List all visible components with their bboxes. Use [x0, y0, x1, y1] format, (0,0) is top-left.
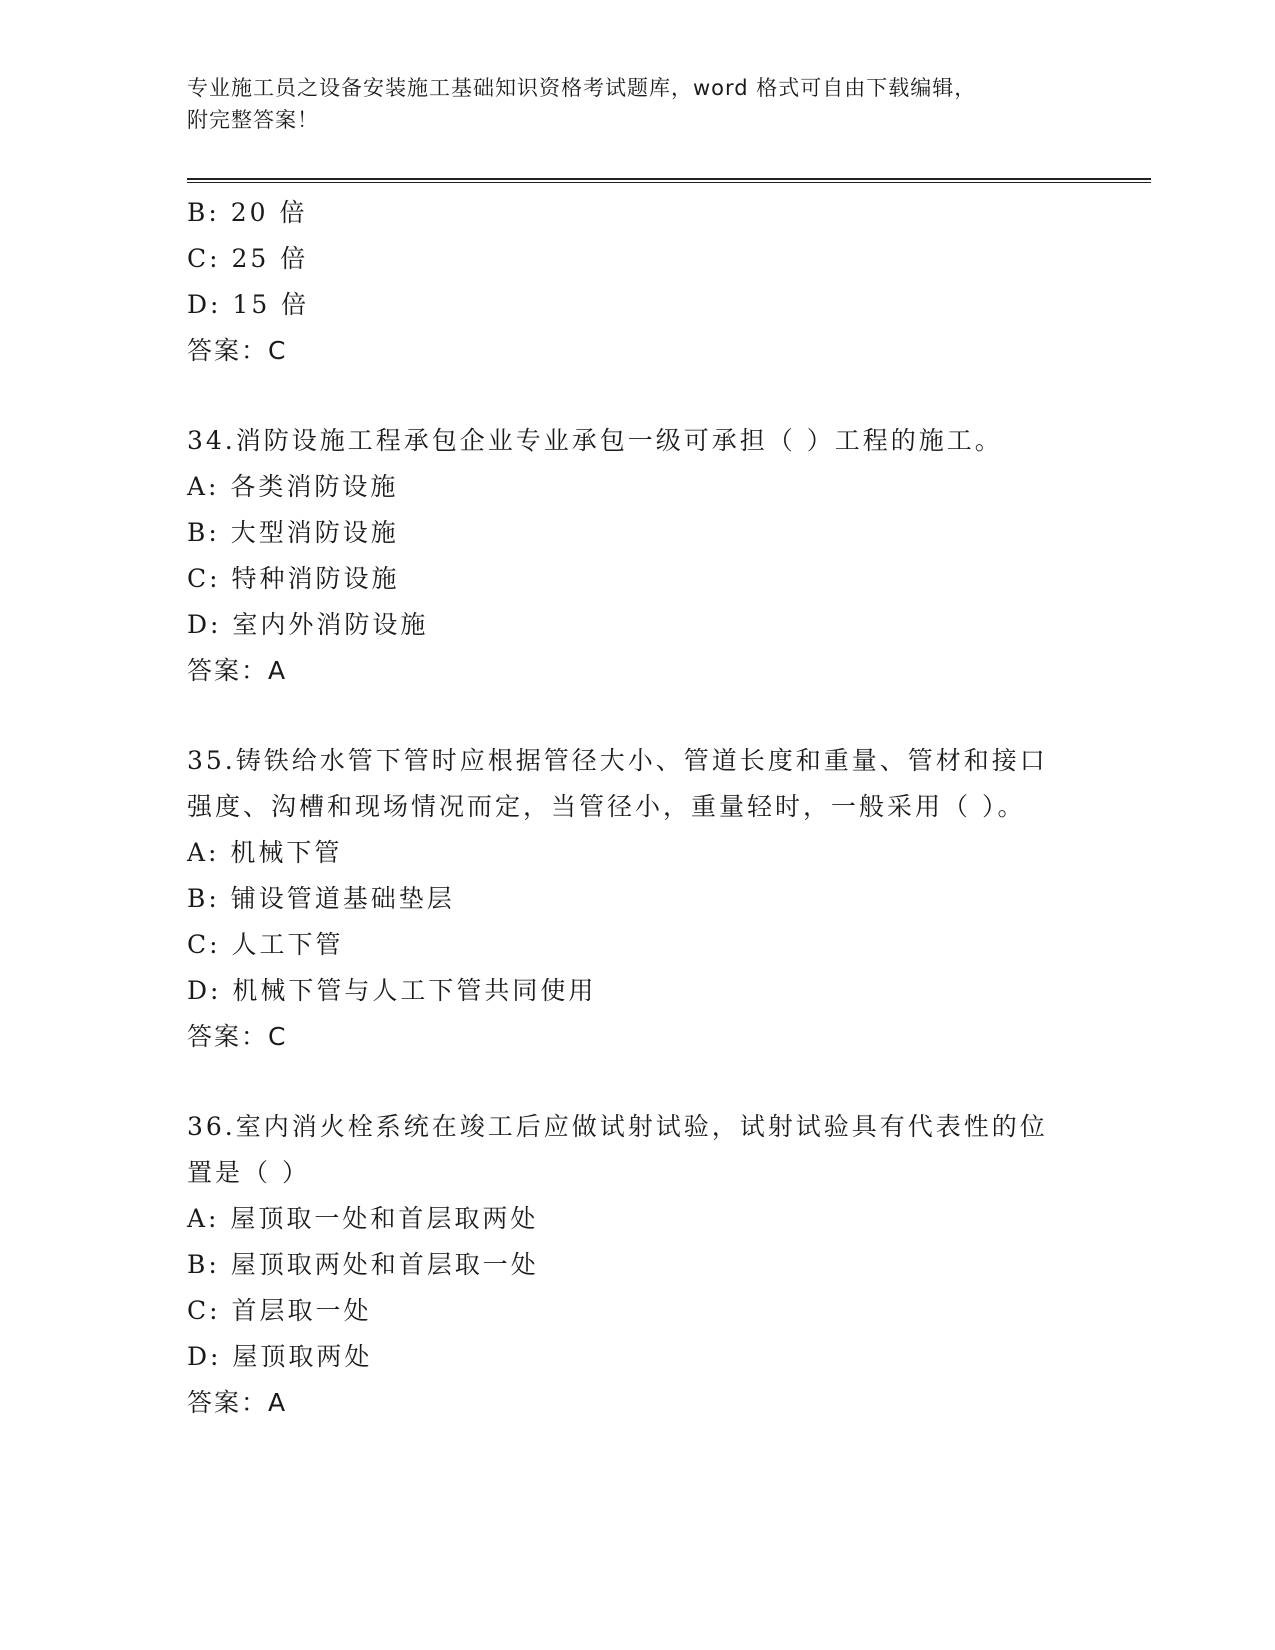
option-b: B: 铺设管道基础垫层	[187, 884, 455, 913]
option-c: C: 25 倍	[187, 244, 309, 273]
option-d: D: 15 倍	[187, 290, 310, 319]
question-stem-line-2: 强度、沟槽和现场情况而定，当管径小，重量轻时，一般采用（ ）。	[187, 792, 1026, 821]
option-d: D: 机械下管与人工下管共同使用	[187, 976, 597, 1005]
question-stem-line-1: 36.室内消火栓系统在竣工后应做试射试验，试射试验具有代表性的位	[187, 1112, 1048, 1141]
option-a: A: 各类消防设施	[187, 472, 399, 501]
option-c: C: 人工下管	[187, 930, 344, 959]
option-a: A: 屋顶取一处和首层取两处	[187, 1204, 539, 1233]
option-b: B: 20 倍	[187, 198, 308, 227]
header-line-2: 附完整答案！	[187, 108, 319, 132]
question-list	[187, 190, 1087, 1426]
option-c: C: 首层取一处	[187, 1296, 372, 1325]
question-stem-line-2: 置是（ ）	[187, 1158, 310, 1187]
header-divider	[187, 178, 1151, 183]
option-a: A: 机械下管	[187, 838, 343, 867]
question-stem: 34.消防设施工程承包企业专业承包一级可承担（ ）工程的施工。	[187, 426, 1003, 455]
answer-line: 答案：C	[187, 336, 288, 365]
document-header	[187, 72, 1107, 136]
option-b: B: 大型消防设施	[187, 518, 399, 547]
option-c: C: 特种消防设施	[187, 564, 400, 593]
option-d: D: 室内外消防设施	[187, 610, 429, 639]
question-stem-line-1: 35.铸铁给水管下管时应根据管径大小、管道长度和重量、管材和接口	[187, 746, 1048, 775]
answer-line: 答案：C	[187, 1022, 288, 1051]
answer-line: 答案：A	[187, 656, 288, 685]
question-36	[187, 1104, 1087, 1426]
question-35	[187, 738, 1087, 1060]
option-d: D: 屋顶取两处	[187, 1342, 373, 1371]
answer-line: 答案：A	[187, 1388, 288, 1417]
header-line-1: 专业施工员之设备安装施工基础知识资格考试题库，word 格式可自由下载编辑，	[187, 76, 977, 100]
option-b: B: 屋顶取两处和首层取一处	[187, 1250, 539, 1279]
question-34	[187, 418, 1087, 694]
question-33-continued	[187, 190, 1087, 374]
